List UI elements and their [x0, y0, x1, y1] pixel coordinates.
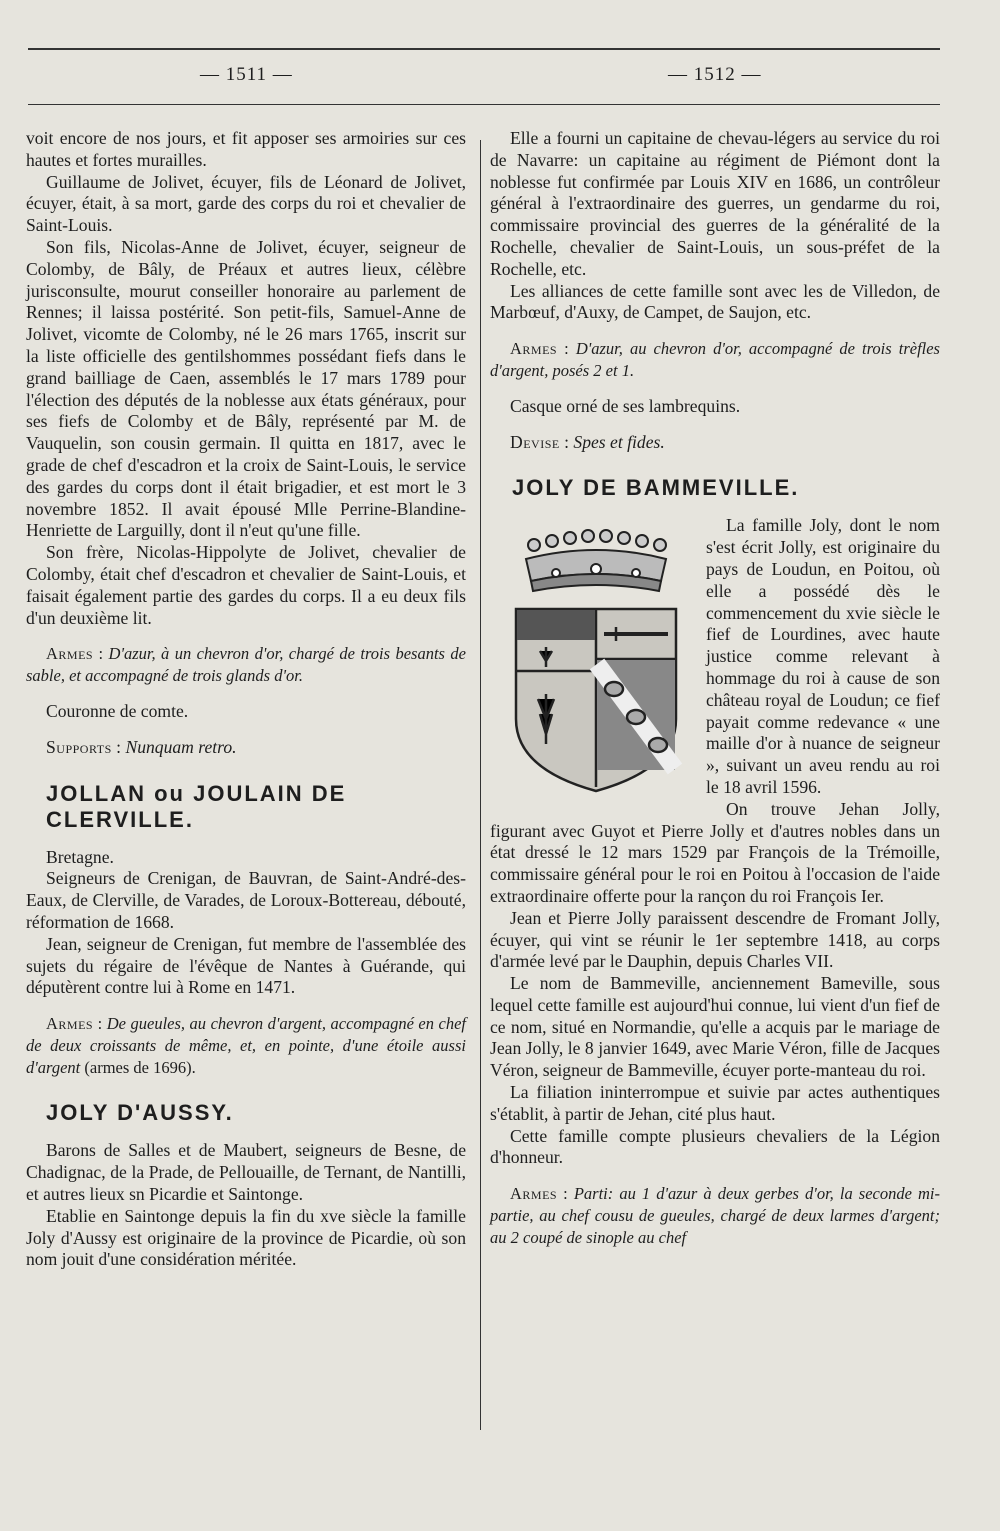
paragraph: Elle a fourni un capitaine de chevau-légers au service du roi de Navarre: un capitaine au régiment de Piémont dont la noblesse fut confirmée par Louis XIV en 1686, un contrôleur général à l'extraordinaire des guerres, un gendarme du roi, commissaire provincial des guerres de la généralité de la Rochelle, chevalier de Saint-Louis, un sous-préfet de la Rochelle, etc. — [490, 128, 940, 279]
crown-icon — [526, 530, 666, 591]
paragraph: voit encore de nos jours, et fit apposer ses armoiries sur ces hautes et fortes murailles. — [26, 128, 466, 170]
supports-text: Nunquam retro. — [125, 736, 237, 757]
arms-label: Armes — [510, 1184, 558, 1204]
arms-text: D'azur, au chevron d'or, accompagné de trois trèfles d'argent, posés 2 et 1. — [490, 339, 940, 380]
paragraph: Barons de Salles et de Maubert, seigneurs de Besne, de Chadignac, de la Prade, de Pellouaille, de Ternant, de Nantilli, et autres lieux sn Picardie et Saintonge. — [26, 1140, 466, 1205]
arms-blazon: Armes : D'azur, au chevron d'or, accompagné de trois trèfles d'argent, posés 2 et 1. — [490, 339, 940, 380]
coat-of-arms-icon — [496, 519, 696, 799]
paragraph: La filiation ininterrompue et suivie par actes authentiques s'établit, à partir de Jehan, cité plus haut. — [490, 1082, 940, 1124]
arms-text: De gueules, au chevron d'argent, accompagné en chef de deux croissants de même, et, en pointe, d'une étoile aussi d'argent — [26, 1014, 466, 1077]
right-column — [490, 128, 940, 1249]
header-rule — [28, 104, 940, 105]
arms-blazon: Armes : D'azur, à un chevron d'or, chargé de trois besants de sable, et accompagné de trois glands d'or. — [26, 644, 466, 686]
paragraph: Bretagne. — [46, 846, 114, 867]
shield-icon — [516, 609, 676, 791]
section-heading-joly-daussy: JOLY D'AUSSY. — [46, 1100, 234, 1126]
arms-blazon: Armes : De gueules, au chevron d'argent, accompagné en chef de deux croissants de même, et, en pointe, d'une étoile aussi d'argent (armes de 1696). — [26, 1014, 466, 1077]
paragraph: Guillaume de Jolivet, écuyer, fils de Léonard de Jolivet, écuyer, était, à sa mort, garde des corps du roi et chevalier de Saint-Louis. — [26, 171, 466, 236]
paragraph: La famille Joly, dont le nom s'est écrit Jolly, est originaire du pays de Loudun, en Poitou, où elle a possédé dès le commencement du xvie siècle le fief de Lourdines, avec haute justice comme relevant à hommage du roi à cause de son château royal de Loudun; ce fief payait comme redevance « une maille d'or à nuance de seigneur », suivant un aveu rendu au roi le 18 avril 1596. — [706, 515, 940, 797]
arms-text: Parti: au 1 d'azur à deux gerbes d'or, la seconde mi-partie, au chef cousu de gueules, chargé de deux larmes d'argent; au 2 coupé de sinople au chef — [490, 1184, 940, 1247]
left-column — [26, 128, 466, 1271]
left-page-number: — 1511 — — [200, 64, 293, 85]
devise-label: Devise — [510, 431, 560, 452]
section-heading-joly-de-bammeville: JOLY DE BAMMEVILLE. — [512, 475, 800, 501]
right-page-number: — 1512 — — [668, 64, 762, 85]
paragraph: Cette famille compte plusieurs chevaliers de la Légion d'honneur. — [490, 1125, 940, 1168]
paragraph: On trouve Jehan Jolly, figurant avec Guyot et Pierre Jolly et d'autres nobles dans un état dressé le 12 mars 1529 par François de la Trémoille, commissaire général pour le roi en Poitou à l'occasion de l'aide extraordinaire offerte pour la rançon du roi François Ier. — [490, 798, 940, 906]
paragraph: Son fils, Nicolas-Anne de Jolivet, écuyer, seigneur de Colomby, de Bâly, de Préaux et autres lieux, célèbre jurisconsulte, mourut conseiller honoraire au parlement de Rennes; il laissa postérité. Son petit-fils, Samuel-Anne de Jolivet, vicomte de Colomby, né le 26 mars 1765, inscrit sur la liste officielle des gentilshommes possédant fiefs dans le grand bailliage de Caen, assemblés le 17 mars 1789 pour l'élection des députés de la noblesse aux états généraux, pour ses fiefs de Colomby et de Bâly, représenté par M. de Vauquelin, son cousin germain. Il quitta en 1817, avec le grade de chef d'escadron et la croix de Saint-Louis, le service des gardes du corps dont il était brigadier, et est mort le 3 novembre 1852. Il avait épousé Mlle Perrine-Blandine-Henriette de Larguilly, dont il n'eut qu'une fille. — [26, 236, 466, 541]
paragraph: Etablie en Saintonge depuis la fin du xve siècle la famille Joly d'Aussy est originaire de la province de Picardie, où son nom jouit d'une considération méritée. — [26, 1205, 466, 1270]
casque-line: Casque orné de ses lambrequins. — [510, 395, 741, 416]
paragraph: Son frère, Nicolas-Hippolyte de Jolivet, chevalier de Colomby, était chef d'escadron et chevalier de Saint-Louis, et faisait également partie des gardes du corps. Il a eu deux fils d'un deuxième lit. — [26, 542, 466, 628]
arms-label: Armes — [510, 339, 558, 359]
column-divider — [480, 140, 481, 1430]
top-rule — [28, 48, 940, 50]
arms-label: Armes — [46, 644, 94, 664]
paragraph: Jean et Pierre Jolly paraissent descendre de Fromant Jolly, écuyer, qui vint se réunir le 1er septembre 1418, au corps d'armée levé par le Dauphin, depuis Charles VII. — [490, 907, 940, 972]
paragraph: Le nom de Bammeville, anciennement Bameville, sous lequel cette famille est aujourd'hui connue, lui vient d'un fief de ce nom, situé en Normandie, qu'elle a acquis par le mariage de Jean Jolly, le 8 janvier 1649, avec Marie Véron, fille de Jacques Véron, seigneur de Bammeville, écuyer porte-manteau du roi. — [490, 973, 940, 1081]
crown-line: Couronne de comte. — [46, 700, 189, 721]
paragraph: Seigneurs de Crenigan, de Bauvran, de Saint-André-des-Eaux, de Clerville, de Varades, de Loroux-Bottereau, débouté, réformation de 1668. — [26, 868, 466, 932]
paragraph: Jean, seigneur de Crenigan, fut membre de l'assemblée des sujets du régaire de l'évêque de Nantes à Guérande, qui députèrent contre lui à Rome en 1471. — [26, 933, 466, 998]
devise-line: Devise : Spes et fides. — [510, 431, 665, 452]
supports-line: Supports : Nunquam retro. — [46, 736, 237, 757]
arms-blazon: Armes : Parti: au 1 d'azur à deux gerbes d'or, la seconde mi-partie, au chef cousu de gueules, chargé de deux larmes d'argent; au 2 coupé de sinople au chef — [490, 1184, 940, 1247]
arms-label: Armes — [46, 1014, 94, 1034]
devise-text: Spes et fides. — [573, 431, 665, 452]
supports-label: Supports — [46, 736, 112, 757]
section-heading-jollan: JOLLAN ou JOULAIN DE CLERVILLE. — [46, 780, 347, 832]
paragraph: Les alliances de cette famille sont avec les de Villedon, de Marbœuf, d'Auxy, de Campet, de Saujon, etc. — [490, 280, 940, 323]
arms-text: D'azur, à un chevron d'or, chargé de trois besants de sable, et accompagné de trois glands d'or. — [26, 644, 466, 686]
